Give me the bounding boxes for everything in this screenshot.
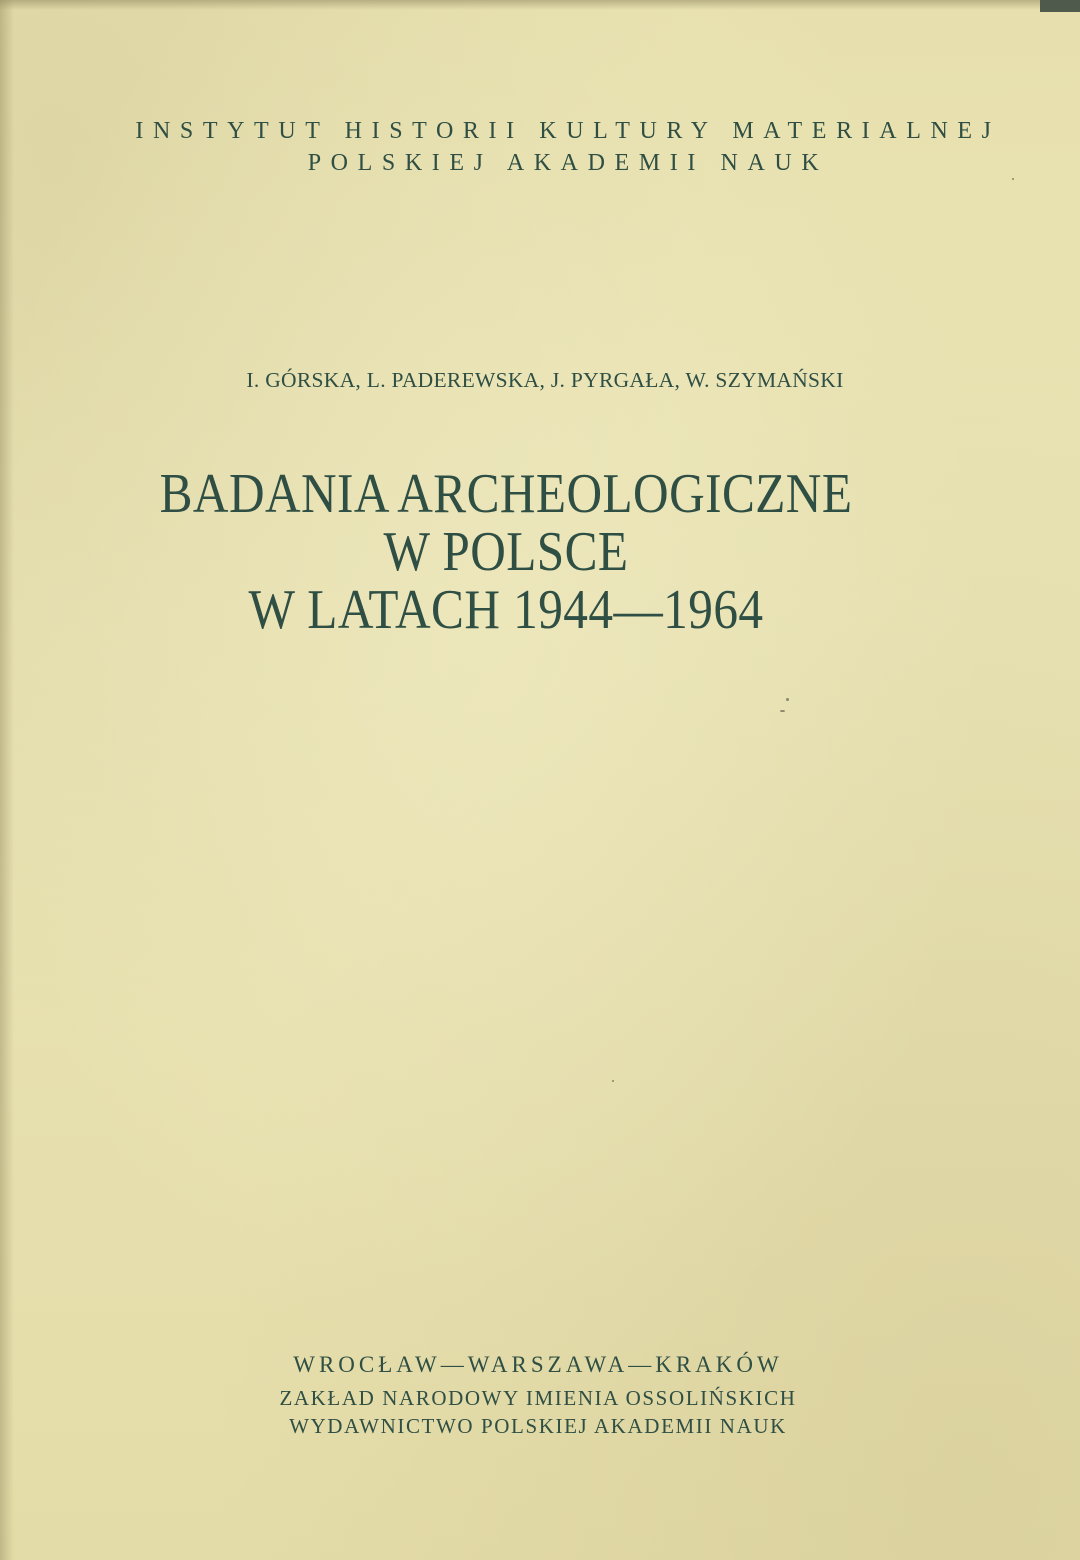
paper-speck [612,1080,614,1082]
title-line-3: W LATACH 1944—1964 [248,579,764,641]
publication-places: WROCŁAW—WARSZAWA—KRAKÓW [293,1352,783,1377]
academy-name: POLSKIEJ AKADEMII NAUK [307,150,829,176]
title-line-2: W POLSCE [383,521,629,583]
paper-speck [780,710,785,712]
publisher-pan: WYDAWNICTWO POLSKIEJ AKADEMII NAUK [289,1414,787,1438]
paper-speck [1012,178,1014,180]
authors: I. GÓRSKA, L. PADEREWSKA, J. PYRGAŁA, W. SZYMAŃSKI [246,368,844,392]
title-line-1: BADANIA ARCHEOLOGICZNE [159,463,853,525]
institute-name: INSTYTUT HISTORII KULTURY MATERIALNEJ [135,118,1001,144]
paper-edge-top [0,0,1080,10]
paper-speck [786,698,789,701]
background-corner [1040,0,1080,12]
publisher-ossolineum: ZAKŁAD NARODOWY IMIENIA OSSOLIŃSKICH [279,1386,797,1410]
paper-edge-left [0,0,14,1560]
